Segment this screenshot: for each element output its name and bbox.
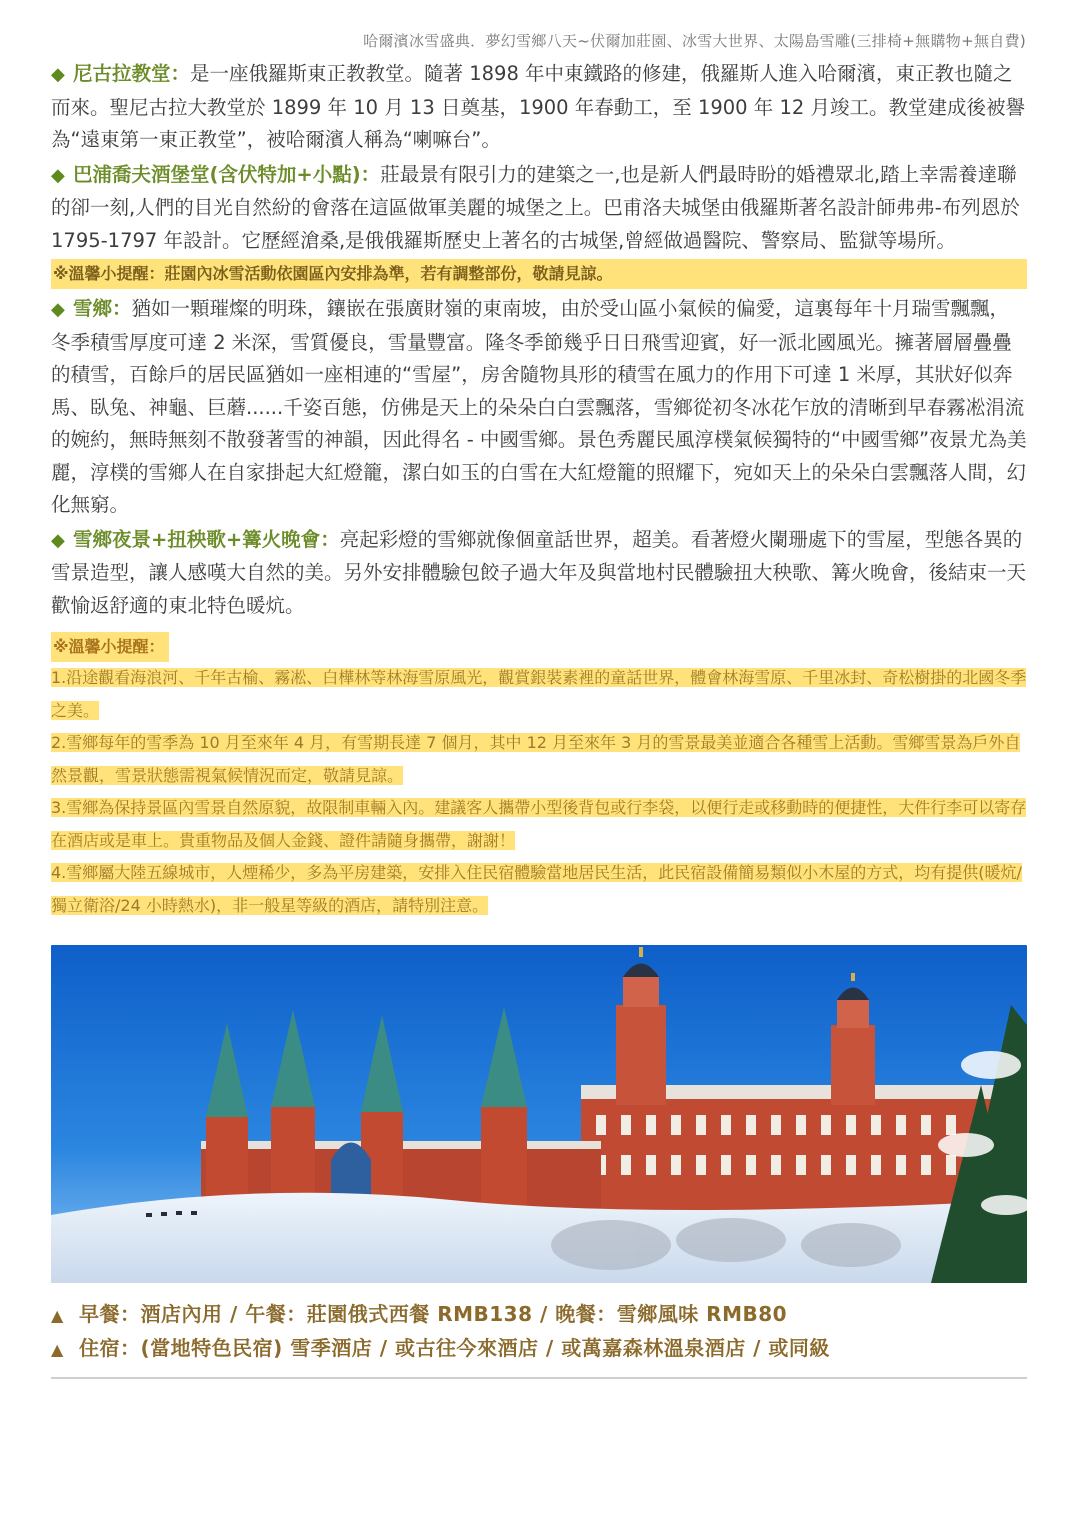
reminder-text: 4.雪鄉屬大陸五線城市，人煙稀少，多為平房建築，安排入住民宿體驗當地居民生活，此民宿設備簡易類似小木屋的方式，均有提供(暖炕/獨立衛浴/24 小時熱水)，非一般星等級的酒店，請特別注意。 (51, 863, 1022, 915)
reminder-item (51, 727, 1027, 792)
diamond-bullet-icon: ◆ (51, 164, 65, 186)
bottom-divider (51, 1377, 1027, 1379)
title-separator: ： (320, 527, 340, 551)
meals-text: 早餐：酒店內用 / 午餐：莊園俄式西餐 RMB138 / 晚餐：雪鄉風味 RMB80 (79, 1302, 788, 1326)
warm-reminder-heading: ※溫馨小提醒： (51, 632, 169, 662)
title-separator: ： (112, 297, 132, 320)
section-night-scene (51, 524, 1027, 623)
reminder-text: 1.沿途觀看海浪河、千年古榆、霧凇、白樺林等林海雪原風光，觀賞銀裝素裡的童話世界，體會林海雪原、千里冰封、奇松樹掛的北國冬季之美。 (51, 668, 1027, 720)
section-title: 雪鄉 (73, 297, 113, 320)
section-title: 尼古拉教堂 (73, 62, 171, 85)
reminder-text: 3.雪鄉為保持景區內雪景自然原貌，故限制車輛入內。建議客人攜帶小型後背包或行李袋，以便行走或移動時的便捷性，大件行李可以寄存在酒店或是車上。貴重物品及個人金錢、證件請隨身攜帶，謝謝！ (51, 798, 1027, 850)
section-body: 莊最景有限引力的建築之一,也是新人們最時盼的婚禮眾北,踏上幸需養達聯的卻一刻,人們的目光自然紛的會落在這區做軍美麗的城堡之上。巴甫洛夫城堡由俄羅斯著名設計師弗弗-布列恩於 1795-1797 年設計。它歷經滄桑,是俄俄羅斯歷史上著名的古城堡,曾經做過醫院、警察局、監獄等場所。 (51, 162, 1020, 252)
castle-snow-photo (51, 945, 1027, 1283)
section-title: 雪鄉夜景+扭秧歌+篝火晚會 (73, 527, 321, 551)
meals-line (51, 1298, 1027, 1327)
section-body: 是一座俄羅斯東正教教堂。隨著 1898 年中東鐵路的修建，俄羅斯人進入哈爾濱，東正教也隨之而來。聖尼古拉大教堂於 1899 年 10 月 13 日奠基，1900 年春動工，至 1900 年 12 月竣工。教堂建成後被譽為“遠東第一東正教堂”，被哈爾濱人稱為“喇嘛台”。 (51, 62, 1026, 151)
section-nicholas-church (51, 58, 1027, 157)
document-header: 哈爾濱冰雪盛典．夢幻雪鄉八天~伏爾加莊園、冰雪大世界、太陽島雪雕(三排椅+無購物+無自費) (363, 32, 1026, 50)
reminder-item (51, 857, 1027, 922)
section-pavlov-castle (51, 159, 1027, 258)
reminder-item (51, 792, 1027, 857)
lodging-line (51, 1332, 1027, 1361)
section-body: 猶如一顆璀燦的明珠，鑲嵌在張廣財嶺的東南坡，由於受山區小氣候的偏愛，這裏每年十月瑞雪飄飄，冬季積雪厚度可達 2 米深，雪質優良，雪量豐富。隆冬季節幾乎日日飛雪迎賓，好一派北國風光。擁著層層疊疊的積雪，百餘戶的居民區猶如一座相連的“雪屋”，房舍隨物具形的積雪在風力的作用下可達 1 米厚，其狀好似奔馬、臥兔、神龜、巨蘑......千姿百態，仿佛是天上的朵朵白白雲飄落，雪鄉從初冬冰花乍放的清晰到早春霧凇涓流的婉約，無時無刻不散發著雪的神韻，因此得名 - 中國雪鄉。景色秀麗民風淳樸氣候獨特的“中國雪鄉”夜景尤為美麗，淳樸的雪鄉人在自家掛起大紅燈籠，潔白如玉的白雪在大紅燈籠的照耀下，宛如天上的朵朵白雲飄落人間，幻化無窮。 (51, 297, 1027, 516)
diamond-bullet-icon: ◆ (51, 529, 65, 551)
warm-reminder-list (51, 632, 1027, 922)
warm-reminder-banner: ※溫馨小提醒：莊園內冰雪活動依園區內安排為準，若有調整部份，敬請見諒。 (51, 259, 1027, 289)
lodging-text: 住宿：(當地特色民宿) 雪季酒店 / 或古往今來酒店 / 或萬嘉森林溫泉酒店 / 或同級 (79, 1336, 830, 1360)
triangle-marker-icon: ▲ (51, 1306, 64, 1325)
section-snow-village (51, 293, 1027, 522)
diamond-bullet-icon: ◆ (51, 64, 65, 85)
section-body: 亮起彩燈的雪鄉就像個童話世界，超美。看著燈火闌珊處下的雪屋，型態各異的雪景造型，讓人感嘆大自然的美。另外安排體驗包餃子過大年及與當地村民體驗扭大秧歌、篝火晚會，後結束一天歡愉返舒適的東北特色暖炕。 (51, 527, 1027, 617)
reminder-item (51, 662, 1027, 727)
section-title: 巴浦喬夫酒堡堂(含伏特加+小點) (73, 162, 361, 186)
reminder-text: 2.雪鄉每年的雪季為 10 月至來年 4 月，有雪期長達 7 個月，其中 12 月至來年 3 月的雪景最美並適合各種雪上活動。雪鄉雪景為戶外自然景觀，雪景狀態需視氣候情況而定，敬請見諒。 (51, 733, 1021, 785)
itinerary-content (51, 58, 1027, 922)
title-separator: ： (360, 162, 381, 186)
diamond-bullet-icon: ◆ (51, 299, 65, 320)
title-separator: ： (170, 62, 191, 85)
triangle-marker-icon: ▲ (51, 1340, 64, 1359)
